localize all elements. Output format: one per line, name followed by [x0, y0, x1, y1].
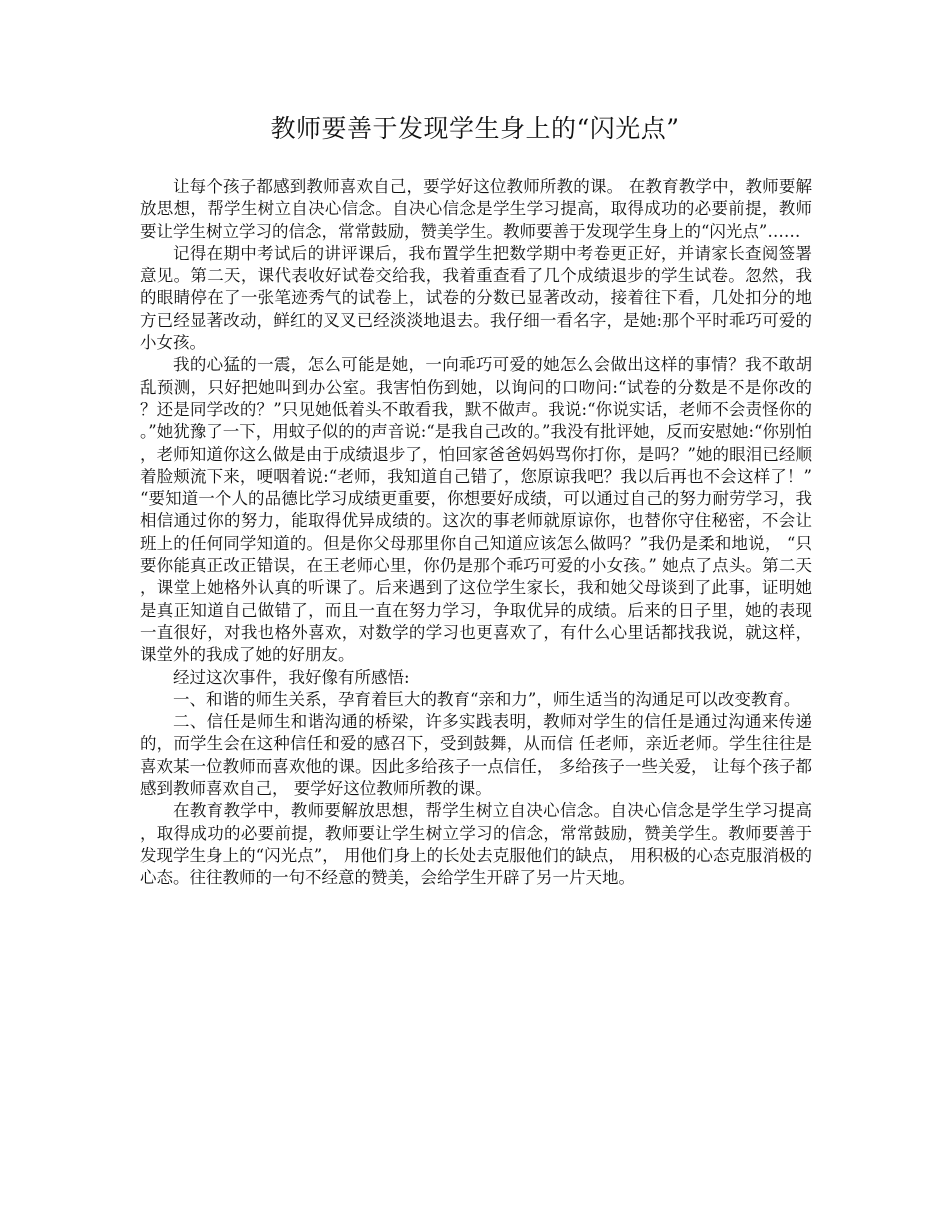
paragraph-conversation: 我的心猛的一震，怎么可能是她，一向乖巧可爱的她怎么会做出这样的事情？我不敢胡乱预测，只好把她叫到办公室。我害怕伤到她，以询问的口吻问:“试卷的分数是不是你改的？还是同学改的？”只见她低着头不敢看我，默不做声。我说:“你说实话，老师不会责怪你的。”她犹豫了一下，用蚊子似的的声音说:“是我自己改的。”我没有批评她，反而安慰她:“你别怕，老师知道你这么做是由于成绩退步了，怕回家爸爸妈妈骂你打你，是吗？”她的眼泪已经顺着脸颊流下来，哽咽着说:“老师，我知道自己错了，您原谅我吧？我以后再也不会这样了！”“要知道一个人的品德比学习成绩更重要，你想要好成绩，可以通过自己的努力耐劳学习，我相信通过你的努力，能取得优异成绩的。这次的事老师就原谅你，也替你守住秘密，不会让班上的任何同学知道的。但是你父母那里你自己知道应该怎么做吗？”我仍是柔和地说， “只要你能真正改正错误，在王老师心里，你仍是那个乖巧可爱的小女孩。” 她点了点头。第二天，课堂上她格外认真的听课了。后来遇到了这位学生家长，我和她父母谈到了此事，证明她是真正知道自己做错了，而且一直在努力学习，争取优异的成绩。后来的日子里，她的表现一直很好，对我也格外喜欢，对数学的学习也更喜欢了，有什么心里话都找我说，就这样，课堂外的我成了她的好朋友。 — [140, 355, 813, 665]
paragraph-intro: 让每个孩子都感到教师喜欢自己，要学好这位教师所教的课。 在教育教学中，教师要解放思想，帮学生树立自决心信念。自决心信念是学生学习提高，取得成功的必要前提，教师要让学生树立学习的信念，常常鼓励，赞美学生。教师要善于发现学生身上的“闪光点”…… — [140, 177, 812, 241]
paragraph-point-one: 一、和谐的师生关系，孕育着巨大的教育“亲和力”，师生适当的沟通足可以改变教育。 — [173, 689, 801, 709]
paragraph-conclusion: 在教育教学中，教师要解放思想，帮学生树立自决心信念。自决心信念是学生学习提高，取得成功的必要前提，教师要让学生树立学习的信念，常常鼓励，赞美学生。教师要善于发现学生身上的“闪光点”， 用他们身上的长处去克服他们的缺点， 用积极的心态克服消极的心态。往往教师的一句不经意的赞美，会给学生开辟了另一片天地。 — [140, 801, 812, 888]
paragraph-reflection-lead: 经过这次事件，我好像有所感悟: — [173, 667, 410, 687]
document-body — [140, 176, 812, 890]
paragraph-point-two: 二、信任是师生和谐沟通的桥梁，许多实践表明，教师对学生的信任是通过沟通来传递的，而学生会在这种信任和爱的感召下，受到鼓舞，从而信 任老师，亲近老师。学生往往是喜欢某一位教师而喜欢他的课。因此多给孩子一点信任， 多给孩子一些关爱， 让每个孩子都感到教师喜欢自己， 要学好这位教师所教的课。 — [140, 712, 812, 799]
document-title: 教师要善于发现学生身上的“闪光点” — [270, 114, 680, 143]
paragraph-exam-story: 记得在期中考试后的讲评课后，我布置学生把数学期中考卷更正好，并请家长查阅签署意见。第二天，课代表收好试卷交给我，我着重查看了几个成绩退步的学生试卷。忽然，我的眼睛停在了一张笔迹秀气的试卷上，试卷的分数已显著改动，接着往下看，几处扣分的地方已经显著改动，鲜红的叉叉已经淡淡地退去。我仔细一看名字，是她:那个平时乖巧可爱的小女孩。 — [140, 243, 812, 353]
